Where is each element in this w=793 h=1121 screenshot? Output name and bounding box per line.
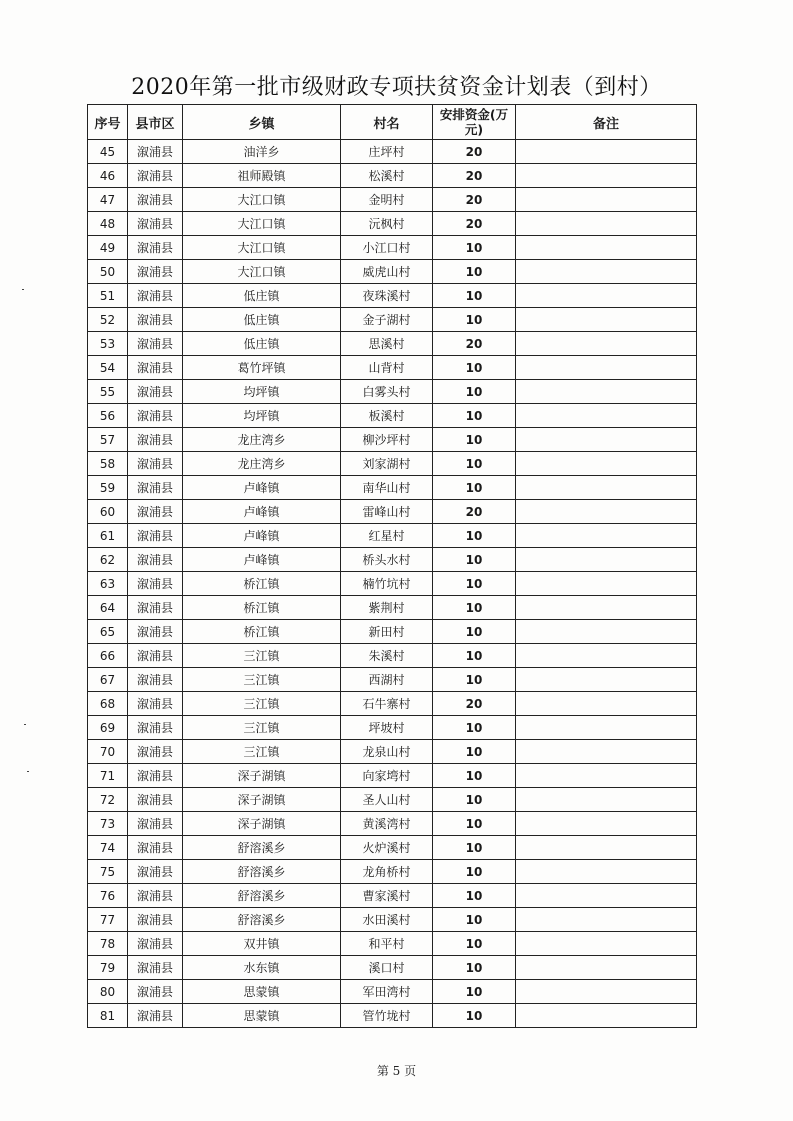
row-village: 思溪村 <box>341 332 433 356</box>
row-township: 三江镇 <box>183 716 341 740</box>
table-row <box>88 188 697 212</box>
header-note: 备注 <box>516 105 697 140</box>
table-row <box>88 572 697 596</box>
row-note <box>516 260 697 284</box>
row-county: 溆浦县 <box>128 860 183 884</box>
scan-speck <box>27 771 29 772</box>
table-row <box>88 284 697 308</box>
table-row <box>88 452 697 476</box>
row-county: 溆浦县 <box>128 428 183 452</box>
row-county: 溆浦县 <box>128 980 183 1004</box>
row-amount: 20 <box>433 692 516 716</box>
table-row <box>88 788 697 812</box>
row-village: 沅枫村 <box>341 212 433 236</box>
table-row <box>88 332 697 356</box>
row-note <box>516 956 697 980</box>
row-county: 溆浦县 <box>128 260 183 284</box>
header-village: 村名 <box>341 105 433 140</box>
row-number: 73 <box>88 812 128 836</box>
row-number: 63 <box>88 572 128 596</box>
row-number: 55 <box>88 380 128 404</box>
row-county: 溆浦县 <box>128 380 183 404</box>
row-number: 68 <box>88 692 128 716</box>
row-amount: 10 <box>433 404 516 428</box>
row-village: 军田湾村 <box>341 980 433 1004</box>
table-row <box>88 932 697 956</box>
row-amount: 10 <box>433 548 516 572</box>
row-county: 溆浦县 <box>128 476 183 500</box>
row-amount: 10 <box>433 476 516 500</box>
row-village: 山背村 <box>341 356 433 380</box>
row-amount: 20 <box>433 188 516 212</box>
row-township: 桥江镇 <box>183 596 341 620</box>
row-note <box>516 572 697 596</box>
row-note <box>516 980 697 1004</box>
row-amount: 10 <box>433 1004 516 1028</box>
table-row <box>88 548 697 572</box>
row-amount: 20 <box>433 212 516 236</box>
row-township: 三江镇 <box>183 644 341 668</box>
row-number: 67 <box>88 668 128 692</box>
table-row <box>88 308 697 332</box>
header-amount: 安排资金(万元) <box>433 105 516 140</box>
row-village: 管竹垅村 <box>341 1004 433 1028</box>
row-township: 舒溶溪乡 <box>183 908 341 932</box>
row-amount: 10 <box>433 644 516 668</box>
row-county: 溆浦县 <box>128 716 183 740</box>
row-village: 圣人山村 <box>341 788 433 812</box>
row-county: 溆浦县 <box>128 548 183 572</box>
row-amount: 10 <box>433 764 516 788</box>
row-note <box>516 308 697 332</box>
row-village: 龙泉山村 <box>341 740 433 764</box>
row-county: 溆浦县 <box>128 284 183 308</box>
table-row <box>88 956 697 980</box>
row-amount: 10 <box>433 860 516 884</box>
row-amount: 10 <box>433 308 516 332</box>
row-village: 板溪村 <box>341 404 433 428</box>
row-amount: 10 <box>433 260 516 284</box>
row-number: 74 <box>88 836 128 860</box>
table-row <box>88 740 697 764</box>
row-county: 溆浦县 <box>128 236 183 260</box>
row-county: 溆浦县 <box>128 884 183 908</box>
row-township: 深子湖镇 <box>183 764 341 788</box>
row-amount: 10 <box>433 236 516 260</box>
table-row <box>88 260 697 284</box>
row-county: 溆浦县 <box>128 188 183 212</box>
row-county: 溆浦县 <box>128 140 183 164</box>
table-row <box>88 692 697 716</box>
table-row <box>88 668 697 692</box>
row-note <box>516 716 697 740</box>
row-village: 金明村 <box>341 188 433 212</box>
row-note <box>516 452 697 476</box>
row-number: 80 <box>88 980 128 1004</box>
row-village: 龙角桥村 <box>341 860 433 884</box>
row-county: 溆浦县 <box>128 788 183 812</box>
row-village: 楠竹坑村 <box>341 572 433 596</box>
row-amount: 10 <box>433 908 516 932</box>
row-amount: 10 <box>433 956 516 980</box>
row-amount: 10 <box>433 716 516 740</box>
table-row <box>88 908 697 932</box>
row-amount: 10 <box>433 428 516 452</box>
row-note <box>516 404 697 428</box>
row-township: 大江口镇 <box>183 212 341 236</box>
row-county: 溆浦县 <box>128 836 183 860</box>
row-number: 47 <box>88 188 128 212</box>
table-row <box>88 716 697 740</box>
row-note <box>516 332 697 356</box>
header-no: 序号 <box>88 105 128 140</box>
row-note <box>516 644 697 668</box>
row-township: 思蒙镇 <box>183 980 341 1004</box>
row-note <box>516 620 697 644</box>
header-township: 乡镇 <box>183 105 341 140</box>
row-note <box>516 212 697 236</box>
row-number: 53 <box>88 332 128 356</box>
table-row <box>88 1004 697 1028</box>
row-township: 均坪镇 <box>183 404 341 428</box>
row-number: 50 <box>88 260 128 284</box>
row-number: 65 <box>88 620 128 644</box>
row-county: 溆浦县 <box>128 764 183 788</box>
row-note <box>516 788 697 812</box>
row-note <box>516 740 697 764</box>
table-row <box>88 980 697 1004</box>
row-county: 溆浦县 <box>128 572 183 596</box>
row-township: 三江镇 <box>183 692 341 716</box>
row-township: 大江口镇 <box>183 236 341 260</box>
row-village: 紫荆村 <box>341 596 433 620</box>
row-note <box>516 476 697 500</box>
row-note <box>516 140 697 164</box>
row-note <box>516 692 697 716</box>
row-county: 溆浦县 <box>128 500 183 524</box>
row-township: 低庄镇 <box>183 308 341 332</box>
row-note <box>516 812 697 836</box>
row-amount: 20 <box>433 164 516 188</box>
row-township: 大江口镇 <box>183 188 341 212</box>
row-number: 77 <box>88 908 128 932</box>
row-village: 南华山村 <box>341 476 433 500</box>
row-village: 雷峰山村 <box>341 500 433 524</box>
row-village: 黄溪湾村 <box>341 812 433 836</box>
row-township: 低庄镇 <box>183 332 341 356</box>
row-village: 溪口村 <box>341 956 433 980</box>
row-number: 81 <box>88 1004 128 1028</box>
row-township: 葛竹坪镇 <box>183 356 341 380</box>
row-note <box>516 380 697 404</box>
row-number: 78 <box>88 932 128 956</box>
row-amount: 10 <box>433 884 516 908</box>
row-number: 72 <box>88 788 128 812</box>
table-row <box>88 380 697 404</box>
row-village: 和平村 <box>341 932 433 956</box>
row-county: 溆浦县 <box>128 668 183 692</box>
row-county: 溆浦县 <box>128 812 183 836</box>
row-county: 溆浦县 <box>128 644 183 668</box>
row-county: 溆浦县 <box>128 596 183 620</box>
row-note <box>516 668 697 692</box>
row-note <box>516 428 697 452</box>
row-number: 56 <box>88 404 128 428</box>
row-township: 舒溶溪乡 <box>183 884 341 908</box>
table-row <box>88 884 697 908</box>
row-number: 45 <box>88 140 128 164</box>
row-number: 75 <box>88 860 128 884</box>
row-township: 桥江镇 <box>183 620 341 644</box>
row-number: 79 <box>88 956 128 980</box>
row-number: 46 <box>88 164 128 188</box>
row-village: 金子湖村 <box>341 308 433 332</box>
row-township: 舒溶溪乡 <box>183 836 341 860</box>
row-number: 64 <box>88 596 128 620</box>
row-village: 白雾头村 <box>341 380 433 404</box>
row-village: 向家塆村 <box>341 764 433 788</box>
row-note <box>516 860 697 884</box>
row-township: 舒溶溪乡 <box>183 860 341 884</box>
row-county: 溆浦县 <box>128 620 183 644</box>
row-village: 石牛寨村 <box>341 692 433 716</box>
row-county: 溆浦县 <box>128 1004 183 1028</box>
row-village: 庄坪村 <box>341 140 433 164</box>
row-amount: 10 <box>433 740 516 764</box>
row-township: 三江镇 <box>183 740 341 764</box>
row-village: 小江口村 <box>341 236 433 260</box>
row-county: 溆浦县 <box>128 308 183 332</box>
page-number: 第 5 页 <box>376 1064 417 1078</box>
row-amount: 20 <box>433 140 516 164</box>
row-village: 新田村 <box>341 620 433 644</box>
row-amount: 10 <box>433 932 516 956</box>
row-village: 火炉溪村 <box>341 836 433 860</box>
row-village: 松溪村 <box>341 164 433 188</box>
row-amount: 10 <box>433 572 516 596</box>
row-note <box>516 884 697 908</box>
row-township: 卢峰镇 <box>183 548 341 572</box>
row-township: 油洋乡 <box>183 140 341 164</box>
row-township: 深子湖镇 <box>183 812 341 836</box>
table-row <box>88 644 697 668</box>
row-village: 坪坡村 <box>341 716 433 740</box>
row-village: 威虎山村 <box>341 260 433 284</box>
row-county: 溆浦县 <box>128 956 183 980</box>
table-row <box>88 500 697 524</box>
row-number: 54 <box>88 356 128 380</box>
row-township: 卢峰镇 <box>183 524 341 548</box>
row-county: 溆浦县 <box>128 908 183 932</box>
row-note <box>516 236 697 260</box>
row-township: 深子湖镇 <box>183 788 341 812</box>
table-row <box>88 212 697 236</box>
row-township: 思蒙镇 <box>183 1004 341 1028</box>
row-amount: 10 <box>433 620 516 644</box>
table-row <box>88 836 697 860</box>
row-number: 51 <box>88 284 128 308</box>
row-amount: 10 <box>433 452 516 476</box>
table-row <box>88 356 697 380</box>
row-note <box>516 500 697 524</box>
row-village: 朱溪村 <box>341 644 433 668</box>
table-row <box>88 860 697 884</box>
row-note <box>516 548 697 572</box>
row-number: 66 <box>88 644 128 668</box>
row-amount: 10 <box>433 524 516 548</box>
row-number: 70 <box>88 740 128 764</box>
table-row <box>88 476 697 500</box>
row-amount: 10 <box>433 788 516 812</box>
row-county: 溆浦县 <box>128 692 183 716</box>
row-number: 60 <box>88 500 128 524</box>
row-county: 溆浦县 <box>128 212 183 236</box>
row-note <box>516 932 697 956</box>
row-county: 溆浦县 <box>128 404 183 428</box>
row-township: 桥江镇 <box>183 572 341 596</box>
row-county: 溆浦县 <box>128 932 183 956</box>
row-amount: 10 <box>433 836 516 860</box>
row-amount: 10 <box>433 668 516 692</box>
table-row <box>88 236 697 260</box>
row-note <box>516 836 697 860</box>
row-number: 62 <box>88 548 128 572</box>
table-row <box>88 140 697 164</box>
row-township: 龙庄湾乡 <box>183 452 341 476</box>
row-note <box>516 596 697 620</box>
row-note <box>516 524 697 548</box>
row-village: 红星村 <box>341 524 433 548</box>
row-county: 溆浦县 <box>128 524 183 548</box>
row-note <box>516 188 697 212</box>
row-amount: 20 <box>433 332 516 356</box>
table-row <box>88 596 697 620</box>
row-amount: 10 <box>433 812 516 836</box>
header-county: 县市区 <box>128 105 183 140</box>
row-number: 52 <box>88 308 128 332</box>
row-county: 溆浦县 <box>128 452 183 476</box>
table-row <box>88 164 697 188</box>
table-row <box>88 764 697 788</box>
table-row <box>88 812 697 836</box>
row-township: 均坪镇 <box>183 380 341 404</box>
row-number: 59 <box>88 476 128 500</box>
row-note <box>516 356 697 380</box>
row-amount: 10 <box>433 980 516 1004</box>
row-township: 水东镇 <box>183 956 341 980</box>
row-number: 71 <box>88 764 128 788</box>
row-village: 刘家湖村 <box>341 452 433 476</box>
row-amount: 10 <box>433 284 516 308</box>
row-amount: 10 <box>433 356 516 380</box>
row-amount: 20 <box>433 500 516 524</box>
row-note <box>516 164 697 188</box>
row-township: 卢峰镇 <box>183 476 341 500</box>
row-township: 祖师殿镇 <box>183 164 341 188</box>
row-note <box>516 764 697 788</box>
row-county: 溆浦县 <box>128 740 183 764</box>
row-township: 龙庄湾乡 <box>183 428 341 452</box>
row-number: 69 <box>88 716 128 740</box>
table-row <box>88 524 697 548</box>
table-row <box>88 428 697 452</box>
row-village: 夜珠溪村 <box>341 284 433 308</box>
row-county: 溆浦县 <box>128 164 183 188</box>
row-number: 49 <box>88 236 128 260</box>
row-number: 57 <box>88 428 128 452</box>
table-header-row <box>88 105 697 140</box>
row-number: 58 <box>88 452 128 476</box>
row-village: 西湖村 <box>341 668 433 692</box>
row-village: 水田溪村 <box>341 908 433 932</box>
funding-table <box>87 104 697 1028</box>
row-township: 卢峰镇 <box>183 500 341 524</box>
row-county: 溆浦县 <box>128 332 183 356</box>
row-village: 桥头水村 <box>341 548 433 572</box>
row-note <box>516 908 697 932</box>
row-note <box>516 284 697 308</box>
row-township: 三江镇 <box>183 668 341 692</box>
row-note <box>516 1004 697 1028</box>
row-village: 曹家溪村 <box>341 884 433 908</box>
row-county: 溆浦县 <box>128 356 183 380</box>
scan-speck <box>24 724 26 725</box>
row-number: 76 <box>88 884 128 908</box>
row-number: 48 <box>88 212 128 236</box>
scan-speck <box>22 289 24 290</box>
row-village: 柳沙坪村 <box>341 428 433 452</box>
row-township: 双井镇 <box>183 932 341 956</box>
table-row <box>88 404 697 428</box>
row-amount: 10 <box>433 380 516 404</box>
row-amount: 10 <box>433 596 516 620</box>
page-title: 2020年第一批市级财政专项扶贫资金计划表（到村） <box>131 75 662 100</box>
table-row <box>88 620 697 644</box>
row-number: 61 <box>88 524 128 548</box>
row-township: 大江口镇 <box>183 260 341 284</box>
row-township: 低庄镇 <box>183 284 341 308</box>
